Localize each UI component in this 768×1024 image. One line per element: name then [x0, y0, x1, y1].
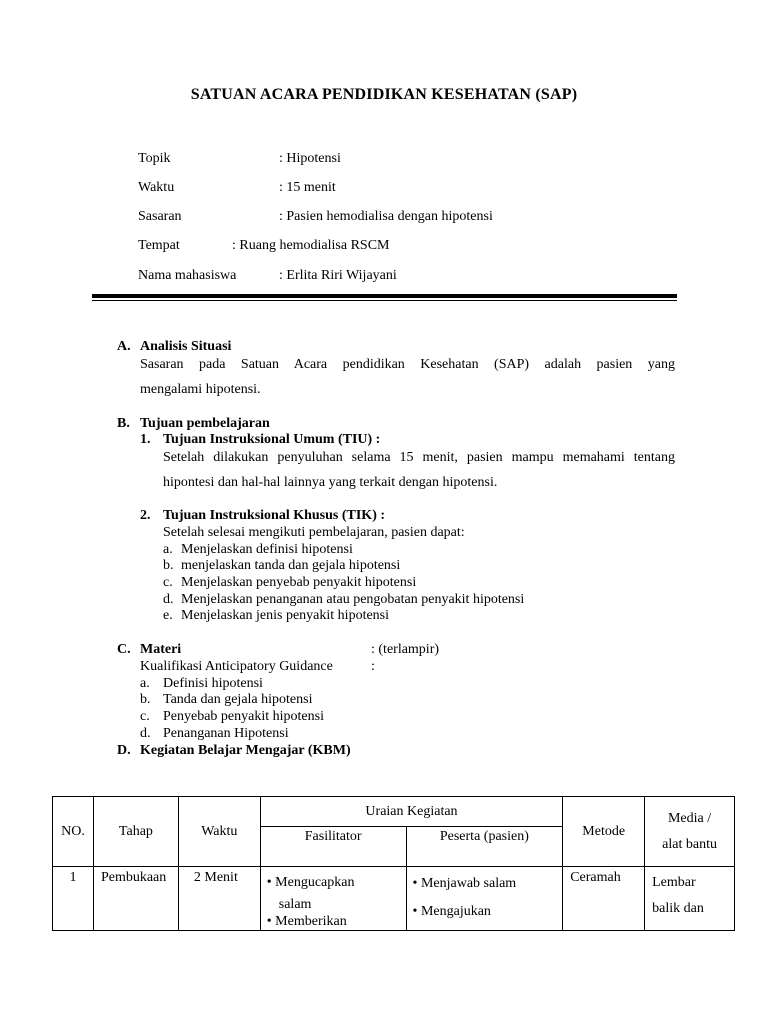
tik-item-marker: c. [163, 575, 173, 590]
table-header-row [53, 797, 735, 827]
meta-sasaran-value: : Pasien hemodialisa dengan hipotensi [279, 209, 493, 224]
tik-item: Menjelaskan penanganan atau pengobatan penyakit hipotensi [181, 592, 525, 607]
section-a-heading: Analisis Situasi [140, 339, 232, 354]
materi-item: Penanganan Hipotensi [163, 726, 289, 741]
tik-item: Menjelaskan penyebab penyakit hipotensi [181, 575, 417, 590]
bullet-icon: • [266, 914, 272, 929]
row1-fasilitator [260, 867, 406, 931]
tik-item-marker: e. [163, 608, 173, 623]
header-waktu: Waktu [178, 797, 260, 867]
bullet-icon: • [266, 875, 272, 890]
tik-item-marker: b. [163, 558, 174, 573]
materi-value: : (terlampir) [371, 642, 440, 657]
row1-tahap: Pembukaan [93, 867, 178, 931]
meta-sasaran-label: Sasaran [138, 209, 182, 224]
tiu-line1: Setelah dilakukan penyuluhan selama 15 menit, pasien mampu memahami tentang [163, 450, 675, 465]
section-a-marker: A. [117, 339, 131, 354]
tik-item-marker: a. [163, 542, 173, 557]
peserta-item-text: Menjawab salam [420, 876, 517, 891]
meta-waktu-label: Waktu [138, 180, 175, 195]
table-row [53, 867, 735, 931]
section-b-marker: B. [117, 416, 130, 431]
peserta-item [413, 870, 563, 898]
meta-nama-label: Nama mahasiswa [138, 268, 237, 283]
section-a-line1: Sasaran pada Satuan Acara pendidikan Kesehatan (SAP) adalah pasien yang [140, 357, 675, 372]
header-metode: Metode [563, 797, 645, 867]
section-d-heading: Kegiatan Belajar Mengajar (KBM) [140, 743, 351, 758]
row1-metode: Ceramah [563, 867, 645, 931]
peserta-item [413, 898, 563, 926]
fasilitator-item [267, 914, 406, 930]
meta-tempat-label: Tempat [138, 238, 180, 253]
row1-media-line2: balik dan [652, 901, 704, 916]
row1-peserta [406, 867, 563, 931]
meta-waktu-value: : 15 menit [279, 180, 336, 195]
tik-heading: Tujuan Instruksional Khusus (TIK) : [163, 508, 386, 523]
tik-item-marker: d. [163, 592, 174, 607]
section-d-marker: D. [117, 743, 131, 758]
meta-topik-label: Topik [138, 151, 171, 166]
tiu-marker: 1. [140, 432, 151, 447]
materi-item-marker: c. [140, 709, 150, 724]
bullet-icon: • [412, 904, 418, 919]
row1-no: 1 [53, 867, 94, 931]
header-media [645, 797, 735, 867]
meta-nama-value: : Erlita Riri Wijayani [279, 268, 397, 283]
fasilitator-item-cont: salam [278, 897, 312, 912]
tiu-heading: Tujuan Instruksional Umum (TIU) : [163, 432, 381, 447]
fasilitator-item-text: Mengucapkan [275, 875, 355, 890]
materi-item-marker: a. [140, 676, 150, 691]
header-media-line1: Media / [667, 810, 712, 826]
header-rule-thick [92, 294, 677, 298]
row1-waktu: 2 Menit [178, 867, 260, 931]
row1-media-line1: Lembar [652, 875, 696, 890]
section-a-line2: mengalami hipotensi. [140, 382, 261, 397]
meta-tempat-value: : Ruang hemodialisa RSCM [232, 238, 390, 253]
kualifikasi-label: Kualifikasi Anticipatory Guidance [140, 659, 333, 674]
materi-item: Tanda dan gejala hipotensi [163, 692, 313, 707]
document-title: SATUAN ACARA PENDIDIKAN KESEHATAN (SAP) [190, 86, 578, 103]
fasilitator-item [267, 870, 406, 896]
kbm-table [52, 796, 735, 931]
fasilitator-item-text: Memberikan [275, 914, 347, 929]
materi-item-marker: b. [140, 692, 151, 707]
header-no: NO. [53, 797, 94, 867]
materi-item: Penyebab penyakit hipotensi [163, 709, 324, 724]
kualifikasi-value: : [371, 659, 375, 674]
peserta-item-text: Mengajukan [420, 904, 491, 919]
tik-marker: 2. [140, 508, 151, 523]
header-tahap: Tahap [93, 797, 178, 867]
section-c-heading: Materi [140, 642, 182, 657]
section-c-marker: C. [117, 642, 131, 657]
row1-media [645, 867, 735, 931]
header-media-line2: alat bantu [662, 836, 717, 852]
tik-item: Menjelaskan definisi hipotensi [181, 542, 353, 557]
tik-intro: Setelah selesai mengikuti pembelajaran, pasien dapat: [163, 525, 465, 540]
section-b-heading: Tujuan pembelajaran [140, 416, 270, 431]
meta-topik-value: : Hipotensi [279, 151, 341, 166]
tik-item: menjelaskan tanda dan gejala hipotensi [181, 558, 401, 573]
header-peserta: Peserta (pasien) [406, 827, 563, 867]
header-uraian: Uraian Kegiatan [260, 797, 562, 827]
materi-item-marker: d. [140, 726, 151, 741]
materi-item: Definisi hipotensi [163, 676, 263, 691]
header-rule-thin [92, 300, 677, 301]
header-fasilitator: Fasilitator [260, 827, 406, 867]
tiu-line2: hipontesi dan hal-hal lainnya yang terkait dengan hipotensi. [163, 475, 498, 490]
tik-item: Menjelaskan jenis penyakit hipotensi [181, 608, 390, 623]
bullet-icon: • [412, 876, 418, 891]
